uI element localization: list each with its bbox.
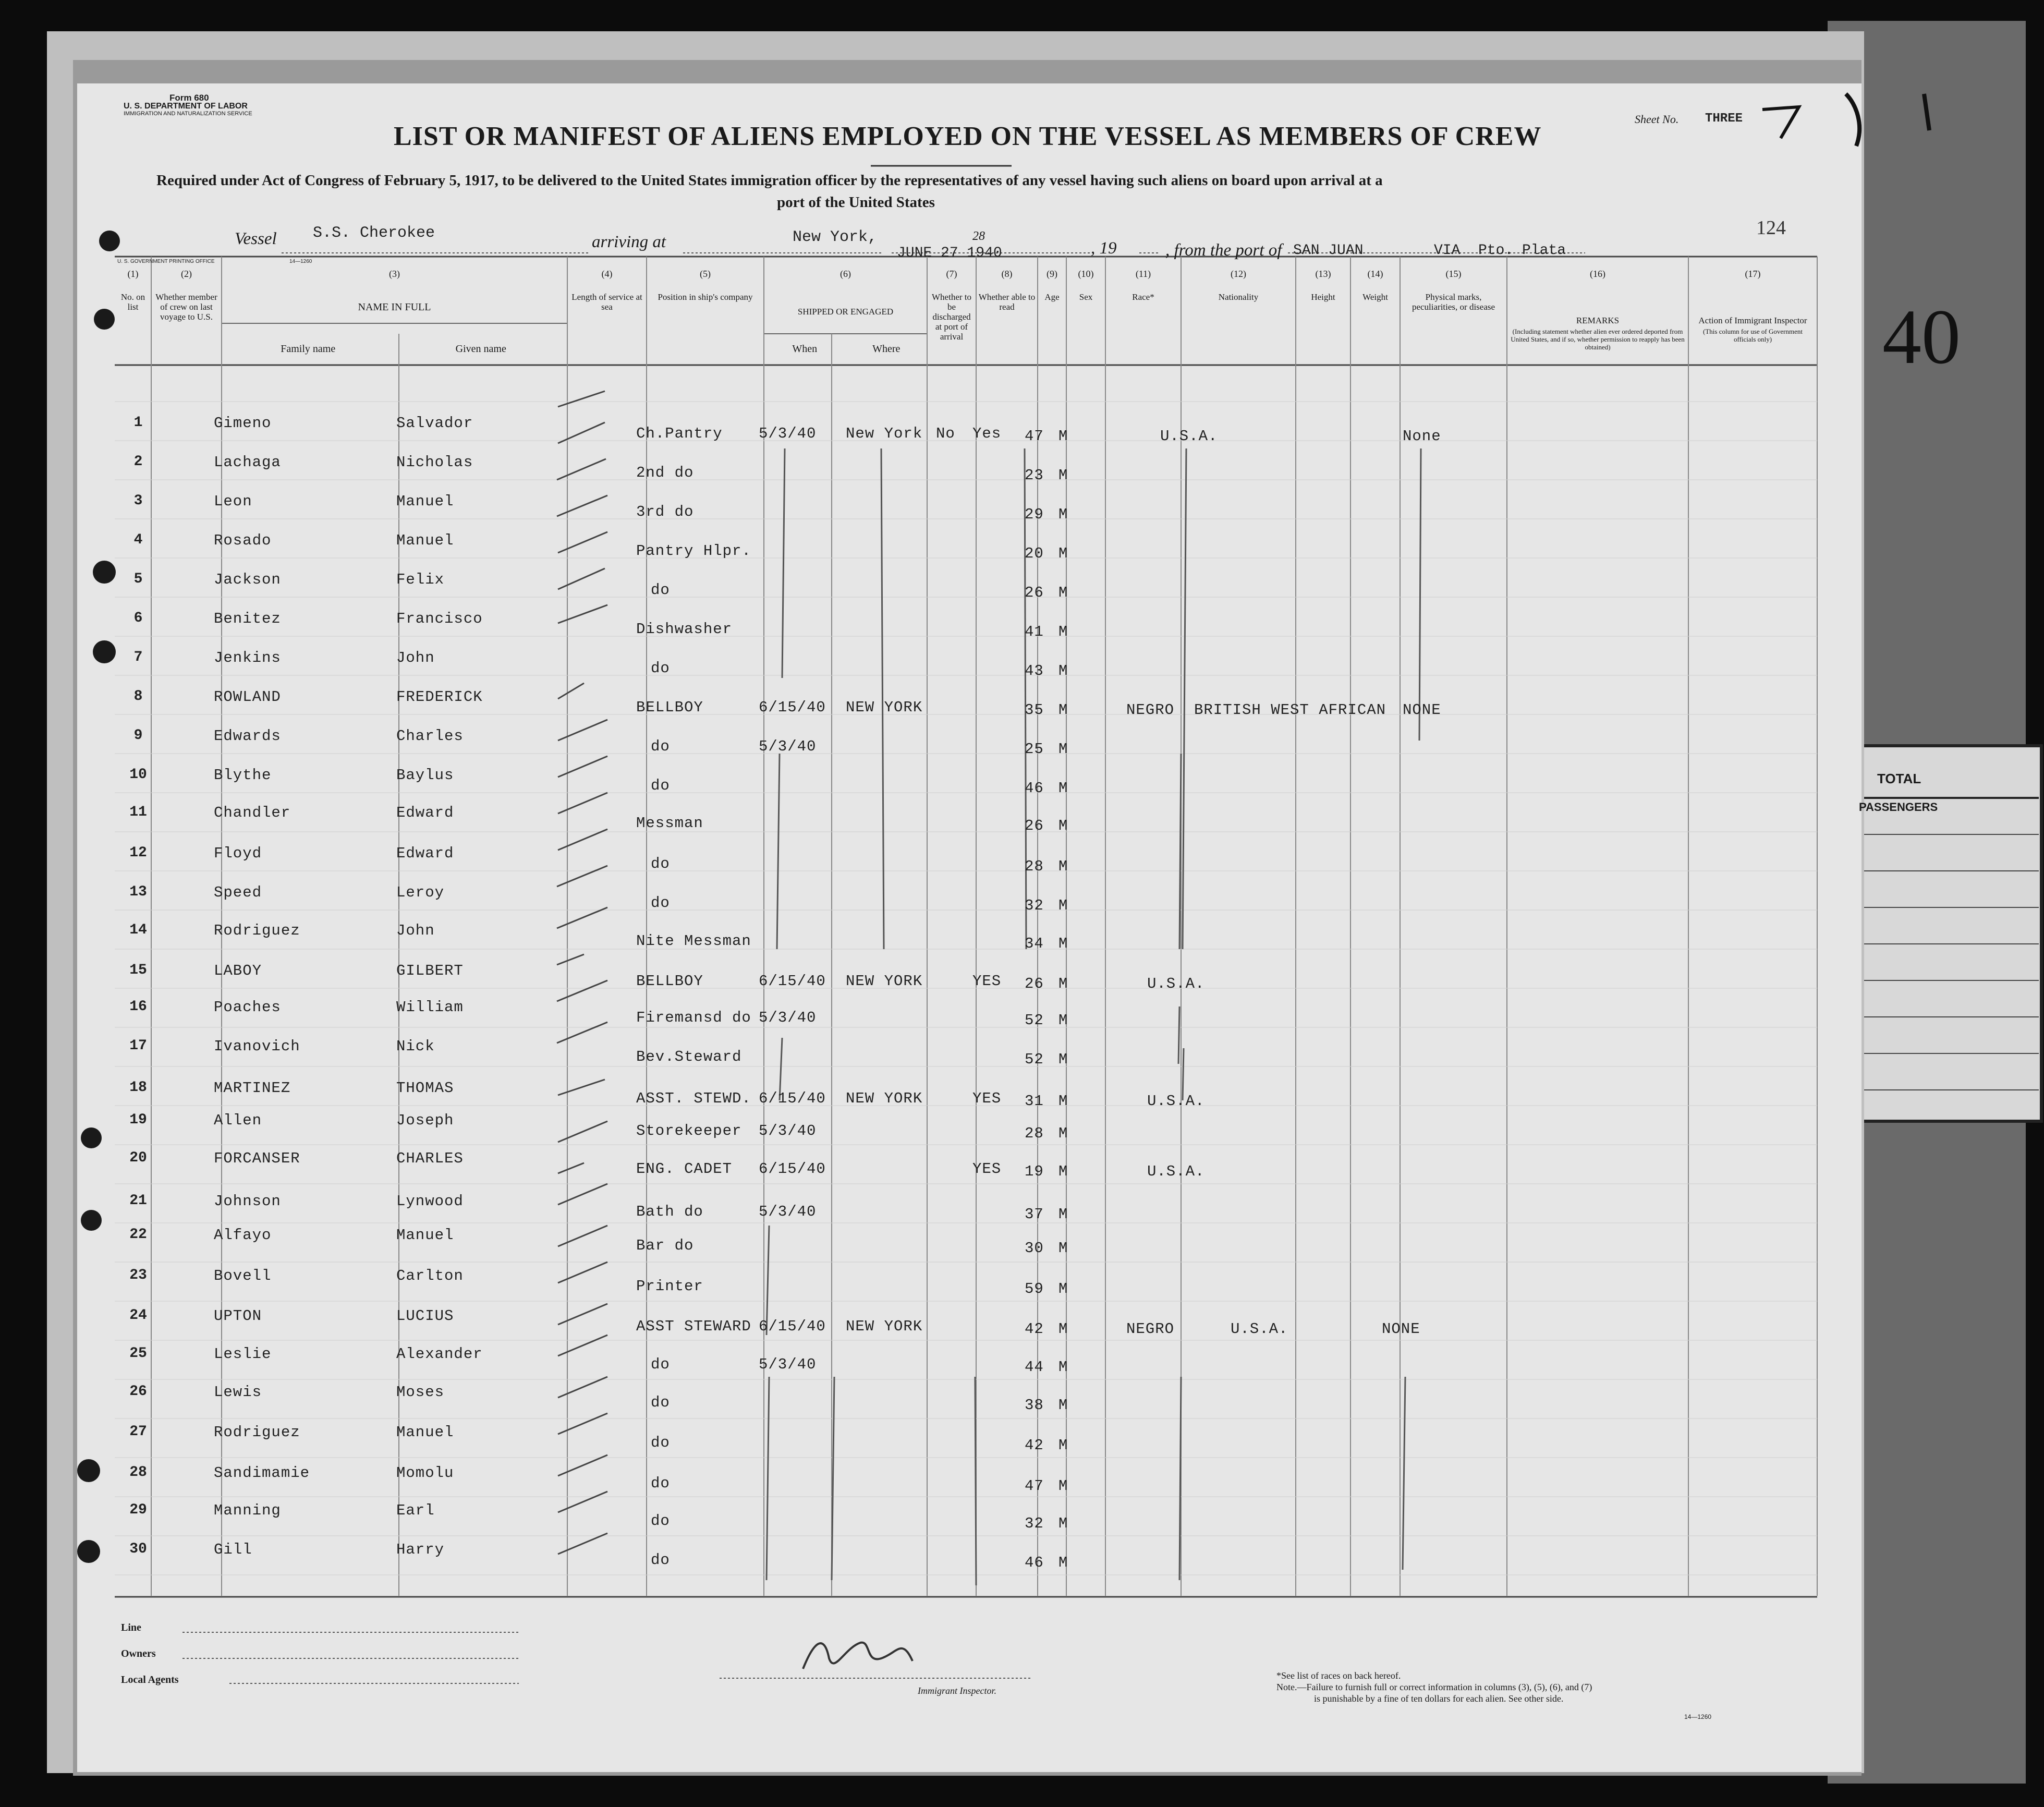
column-note: (This column for use of Government officials only) (1703, 328, 1803, 343)
crew-where: NEW YORK (846, 1318, 923, 1335)
crew-sex: M (1058, 1093, 1068, 1110)
crew-age: 47 (1025, 1477, 1044, 1495)
crew-nationality: U.S.A. (1147, 1093, 1205, 1110)
crew-when: 5/3/40 (759, 1009, 817, 1026)
row-number: 10 (129, 767, 147, 783)
crew-position: do (651, 581, 670, 599)
crew-position: Dishwasher (636, 621, 733, 638)
crew-nationality: U.S.A. (1160, 428, 1218, 445)
row-number: 16 (129, 999, 147, 1015)
crew-given: Leroy (396, 884, 445, 901)
crew-when: 6/15/40 (759, 1090, 826, 1107)
column-sublabel: Where (872, 343, 901, 355)
row-number: 15 (129, 962, 147, 978)
row-number: 5 (133, 571, 143, 587)
column-label: Physical marks, peculiarities, or disease (1412, 292, 1495, 312)
crew-position: Messman (636, 815, 703, 832)
row-number: 9 (133, 727, 143, 744)
column-number: (11) (1135, 269, 1151, 279)
row-number: 6 (133, 610, 143, 626)
row-number: 29 (129, 1502, 147, 1518)
crew-position: Pantry Hlpr. (636, 542, 751, 560)
crew-family: Floyd (214, 845, 262, 862)
crew-position: BELLBOY (636, 699, 703, 716)
crew-position: Bev.Steward (636, 1048, 742, 1065)
crew-position: ASST. STEWD. (636, 1090, 751, 1107)
crew-age: 25 (1025, 741, 1044, 758)
crew-where: New York (846, 425, 923, 442)
vessel-value: S.S. Cherokee (313, 224, 435, 242)
crew-given: Manuel (396, 493, 454, 510)
crew-discharged: No (936, 425, 955, 442)
crew-family: Rodriguez (214, 922, 300, 939)
crew-sex: M (1058, 623, 1068, 640)
crew-nationality: U.S.A. (1147, 1163, 1205, 1180)
printing-code: 14—1260 (289, 259, 312, 264)
column-sublabel: Given name (455, 343, 506, 355)
column-label: Weight (1362, 292, 1388, 302)
crew-sex: M (1058, 701, 1068, 719)
crew-read: Yes (972, 425, 1002, 442)
crew-position: do (651, 738, 670, 755)
row-number: 12 (129, 845, 147, 861)
vessel-label: Vessel (235, 229, 277, 248)
crew-position: do (651, 855, 670, 872)
crew-sex: M (1058, 1280, 1068, 1297)
crew-sex: M (1058, 1320, 1068, 1338)
crew-position: Nite Messman (636, 932, 751, 950)
crew-family: Lachaga (214, 454, 281, 471)
crew-sex: M (1058, 428, 1068, 445)
crew-position: Firemansd do (636, 1009, 751, 1026)
crew-given: Baylus (396, 767, 454, 784)
crew-race: NEGRO (1126, 1320, 1175, 1338)
crew-position: do (651, 1356, 670, 1373)
crew-read: YES (972, 973, 1002, 990)
crew-given: LUCIUS (396, 1307, 454, 1325)
crew-sex: M (1058, 1477, 1068, 1495)
crew-age: 26 (1025, 584, 1044, 601)
crew-when: 5/3/40 (759, 738, 817, 755)
crew-sex: M (1058, 975, 1068, 992)
column-sublabel: When (792, 343, 818, 355)
column-number: (17) (1745, 269, 1761, 279)
crew-family: Bovell (214, 1267, 272, 1284)
row-number: 27 (129, 1424, 147, 1440)
column-number: (6) (840, 269, 851, 279)
column-label: Whether member of crew on last voyage to U.S. (155, 292, 217, 322)
crew-age: 59 (1025, 1280, 1044, 1297)
crew-given: Salvador (396, 415, 473, 432)
column-number: (2) (181, 269, 192, 279)
crew-given: Charles (396, 727, 464, 745)
crew-position: 3rd do (636, 503, 694, 520)
crew-family: Manning (214, 1502, 281, 1519)
crew-family: Rosado (214, 532, 272, 549)
crew-sex: M (1058, 584, 1068, 601)
crew-given: Joseph (396, 1112, 454, 1129)
crew-given: John (396, 922, 435, 939)
penalty-note-line1: Note.—Failure to furnish full or correct information in columns (3), (5), (6), and (7) (1276, 1682, 1592, 1692)
crew-position: do (651, 1475, 670, 1492)
column-label: Age (1044, 292, 1060, 302)
crew-given: Lynwood (396, 1193, 464, 1210)
column-label: Whether able to read (978, 292, 1036, 312)
crew-family: LABOY (214, 962, 262, 979)
crew-given: Alexander (396, 1345, 483, 1363)
column-number: (9) (1047, 269, 1057, 279)
crew-given: Edward (396, 845, 454, 862)
crew-family: Alfayo (214, 1227, 272, 1244)
crew-given: Edward (396, 804, 454, 821)
crew-given: John (396, 649, 435, 666)
arriving-value: New York, (793, 228, 878, 246)
row-number: 26 (129, 1384, 147, 1400)
column-label: No. on list (120, 292, 145, 312)
crew-sex: M (1058, 467, 1068, 484)
via-port-value: Pto. Plata (1478, 242, 1566, 259)
row-number: 23 (129, 1267, 147, 1283)
crew-age: 47 (1025, 428, 1044, 445)
crew-sex: M (1058, 780, 1068, 797)
crew-family: ROWLAND (214, 688, 281, 706)
column-label: Race* (1132, 292, 1154, 302)
crew-when: 6/15/40 (759, 1318, 826, 1335)
crew-nationality: BRITISH WEST AFRICAN (1194, 701, 1386, 719)
crew-position: 2nd do (636, 464, 694, 481)
crew-age: 20 (1025, 545, 1044, 562)
crew-when: 5/3/40 (759, 1356, 817, 1373)
crew-given: Carlton (396, 1267, 464, 1284)
crew-position: Storekeeper (636, 1122, 742, 1139)
crew-sex: M (1058, 1240, 1068, 1257)
row-number: 1 (133, 415, 143, 431)
crew-given: Harry (396, 1541, 445, 1558)
form-number: Form 680 (169, 93, 209, 103)
crew-position: do (651, 894, 670, 912)
column-label: Whether to be discharged at port of arrival (932, 292, 971, 342)
column-sublabel: Family name (281, 343, 336, 355)
crew-family: UPTON (214, 1307, 262, 1325)
crew-age: 46 (1025, 1554, 1044, 1571)
row-number: 22 (129, 1227, 147, 1243)
column-label: Action of Immigrant Inspector (1698, 316, 1807, 325)
crew-sex: M (1058, 741, 1068, 758)
crew-given: Manuel (396, 1227, 454, 1244)
crew-sex: M (1058, 1359, 1068, 1376)
row-number: 21 (129, 1193, 147, 1209)
crew-family: Jackson (214, 571, 281, 588)
crew-family: Lewis (214, 1384, 262, 1401)
crew-nationality: U.S.A. (1231, 1320, 1288, 1338)
side-tab-passengers: PASSENGERS (1859, 801, 1938, 814)
crew-age: 44 (1025, 1359, 1044, 1376)
crew-age: 52 (1025, 1012, 1044, 1029)
crew-sex: M (1058, 1397, 1068, 1414)
crew-position: do (651, 777, 670, 794)
crew-sex: M (1058, 662, 1068, 680)
crew-sex: M (1058, 545, 1068, 562)
via-label: VIA (1434, 242, 1461, 259)
crew-given: THOMAS (396, 1080, 454, 1097)
crew-age: 42 (1025, 1320, 1044, 1338)
crew-family: Sandimamie (214, 1464, 310, 1482)
crew-read: YES (972, 1090, 1002, 1107)
row-number: 4 (133, 532, 143, 548)
department-name: U. S. DEPARTMENT OF LABOR (124, 102, 248, 111)
column-number: (3) (389, 269, 400, 279)
crew-sex: M (1058, 1051, 1068, 1068)
crew-where: NEW YORK (846, 973, 923, 990)
crew-sex: M (1058, 897, 1068, 914)
penalty-note-line2: is punishable by a fine of ten dollars for each alien. See other side. (1314, 1693, 1564, 1704)
column-number: (15) (1445, 269, 1462, 279)
crew-family: Edwards (214, 727, 281, 745)
crew-when: 5/3/40 (759, 1122, 817, 1139)
crew-age: 41 (1025, 623, 1044, 640)
crew-given: Momolu (396, 1464, 454, 1482)
crew-given: Nicholas (396, 454, 473, 471)
crew-family: Blythe (214, 767, 272, 784)
column-number: (10) (1078, 269, 1094, 279)
crew-age: 23 (1025, 467, 1044, 484)
crew-when: 6/15/40 (759, 1160, 826, 1178)
owners-label: Owners (121, 1648, 156, 1659)
crew-family: FORCANSER (214, 1150, 300, 1167)
crew-given: Felix (396, 571, 445, 588)
crew-age: 37 (1025, 1206, 1044, 1223)
crew-age: 46 (1025, 780, 1044, 797)
column-number: (5) (700, 269, 711, 279)
crew-age: 38 (1025, 1397, 1044, 1414)
crew-given: Nick (396, 1038, 435, 1055)
crew-race: NEGRO (1126, 701, 1175, 719)
crew-given: Manuel (396, 1424, 454, 1441)
crew-family: MARTINEZ (214, 1080, 291, 1097)
crew-position: do (651, 1512, 670, 1530)
crew-family: Ivanovich (214, 1038, 300, 1055)
row-number: 8 (133, 688, 143, 705)
crew-given: Francisco (396, 610, 483, 627)
crew-when: 5/3/40 (759, 425, 817, 442)
sheet-value: THREE (1705, 112, 1743, 126)
row-number: 24 (129, 1307, 147, 1324)
row-number: 30 (129, 1541, 147, 1557)
column-label: Height (1311, 292, 1335, 302)
column-label: NAME IN FULL (358, 301, 431, 313)
crew-where: NEW YORK (846, 1090, 923, 1107)
crew-given: FREDERICK (396, 688, 483, 706)
column-note: (Including statement whether alien ever ordered deported from United States, and if so, whether permission to reapply has been obtained) (1511, 328, 1685, 351)
crew-family: Jenkins (214, 649, 281, 666)
crew-where: NEW YORK (846, 699, 923, 716)
crew-when: 6/15/40 (759, 973, 826, 990)
crew-physical: NONE (1382, 1320, 1420, 1338)
crew-position: ENG. CADET (636, 1160, 733, 1178)
crew-sex: M (1058, 1515, 1068, 1532)
printing-office: U. S. GOVERNMENT PRINTING OFFICE (117, 259, 215, 264)
date-correction: 28 (972, 229, 985, 243)
arriving-label: arriving at (592, 233, 666, 251)
crew-sex: M (1058, 935, 1068, 952)
side-tab-total: TOTAL (1877, 771, 1921, 786)
line-label: Line (121, 1622, 141, 1633)
column-number: (13) (1315, 269, 1331, 279)
row-number: 25 (129, 1345, 147, 1362)
column-number: (8) (1001, 269, 1013, 279)
crew-sex: M (1058, 1554, 1068, 1571)
crew-physical: None (1403, 428, 1441, 445)
crew-age: 29 (1025, 506, 1044, 523)
row-number: 14 (129, 922, 147, 938)
crew-family: Benitez (214, 610, 281, 627)
year-label: , 19 (1091, 239, 1117, 258)
footer-code: 14—1260 (1684, 1713, 1712, 1720)
row-number: 13 (129, 884, 147, 900)
crew-sex: M (1058, 1163, 1068, 1180)
row-number: 7 (133, 649, 143, 665)
crew-given: CHARLES (396, 1150, 464, 1167)
row-number: 11 (129, 804, 147, 820)
crew-age: 26 (1025, 817, 1044, 834)
inspector-label: Immigrant Inspector. (918, 1685, 996, 1696)
crew-sex: M (1058, 1206, 1068, 1223)
crew-position: do (651, 660, 670, 677)
row-number: 17 (129, 1038, 147, 1054)
column-number: (16) (1590, 269, 1605, 279)
column-label: Sex (1079, 292, 1093, 302)
column-label: SHIPPED OR ENGAGED (797, 307, 894, 317)
column-label: Position in ship's company (658, 292, 753, 302)
crew-position: Bar do (636, 1237, 694, 1254)
crew-age: 28 (1025, 1125, 1044, 1142)
column-number: (12) (1231, 269, 1246, 279)
crew-when: 5/3/40 (759, 1203, 817, 1220)
form-subtitle-line1: Required under Act of Congress of February 5, 1917, to be delivered to the United States immigration officer by the representatives of any vessel having such aliens on board upon arrival at a (156, 172, 1383, 189)
crew-sex: M (1058, 506, 1068, 523)
crew-given: Moses (396, 1384, 445, 1401)
crew-read: YES (972, 1160, 1002, 1178)
crew-position: Bath do (636, 1203, 703, 1220)
crew-sex: M (1058, 1437, 1068, 1454)
crew-age: 26 (1025, 975, 1044, 992)
crew-age: 52 (1025, 1051, 1044, 1068)
column-label: REMARKS (1576, 316, 1620, 325)
crew-family: Chandler (214, 804, 291, 821)
crew-family: Speed (214, 884, 262, 901)
arrival-date: JUNE 27 1940 (897, 245, 1002, 261)
crew-when: 6/15/40 (759, 699, 826, 716)
crew-age: 43 (1025, 662, 1044, 680)
column-number: (7) (946, 269, 957, 279)
crew-position: do (651, 1394, 670, 1411)
crew-family: Gill (214, 1541, 252, 1558)
row-number: 20 (129, 1150, 147, 1166)
crew-given: Manuel (396, 532, 454, 549)
row-number: 2 (133, 454, 143, 470)
column-number: (4) (601, 269, 613, 279)
crew-age: 34 (1025, 935, 1044, 952)
crew-age: 42 (1025, 1437, 1044, 1454)
margin-handwritten-number: 40 (1882, 294, 1961, 380)
crew-sex: M (1058, 817, 1068, 834)
crew-age: 35 (1025, 701, 1044, 719)
crew-sex: M (1058, 858, 1068, 875)
crew-physical: NONE (1403, 701, 1441, 719)
service-name: IMMIGRATION AND NATURALIZATION SERVICE (124, 111, 252, 117)
crew-position: Printer (636, 1278, 703, 1295)
crew-age: 32 (1025, 897, 1044, 914)
column-label: Length of service at sea (571, 292, 642, 312)
crew-position: ASST STEWARD (636, 1318, 751, 1335)
crew-age: 30 (1025, 1240, 1044, 1257)
row-number: 28 (129, 1464, 147, 1481)
from-port-label: , from the port of (1165, 241, 1282, 260)
crew-given: Earl (396, 1502, 435, 1519)
crew-family: Leslie (214, 1345, 272, 1363)
crew-position: BELLBOY (636, 973, 703, 990)
crew-age: 32 (1025, 1515, 1044, 1532)
crew-position: do (651, 1551, 670, 1569)
row-number: 19 (129, 1112, 147, 1128)
column-number: (1) (127, 269, 139, 279)
crew-age: 19 (1025, 1163, 1044, 1180)
sheet-label: Sheet No. (1635, 113, 1679, 126)
crew-family: Gimeno (214, 415, 272, 432)
crew-family: Johnson (214, 1193, 281, 1210)
crew-sex: M (1058, 1012, 1068, 1029)
crew-age: 28 (1025, 858, 1044, 875)
crew-nationality: U.S.A. (1147, 975, 1205, 992)
form-subtitle-line2: port of the United States (777, 194, 935, 211)
crew-family: Leon (214, 493, 252, 510)
crew-family: Rodriguez (214, 1424, 300, 1441)
column-label: Nationality (1218, 292, 1259, 302)
local-agents-label: Local Agents (121, 1674, 179, 1685)
crew-family: Allen (214, 1112, 262, 1129)
crew-family: Poaches (214, 999, 281, 1016)
from-port-value: SAN JUAN (1293, 242, 1364, 259)
crew-given: William (396, 999, 464, 1016)
stamp-number: 124 (1756, 217, 1786, 239)
form-title: LIST OR MANIFEST OF ALIENS EMPLOYED ON THE VESSEL AS MEMBERS OF CREW (394, 122, 1542, 151)
row-number: 3 (133, 493, 143, 509)
crew-given: GILBERT (396, 962, 464, 979)
crew-position: Ch.Pantry (636, 425, 723, 442)
crew-sex: M (1058, 1125, 1068, 1142)
crew-age: 31 (1025, 1093, 1044, 1110)
races-note: *See list of races on back hereof. (1276, 1670, 1401, 1681)
row-number: 18 (129, 1080, 147, 1096)
column-number: (14) (1367, 269, 1383, 279)
crew-position: do (651, 1434, 670, 1451)
